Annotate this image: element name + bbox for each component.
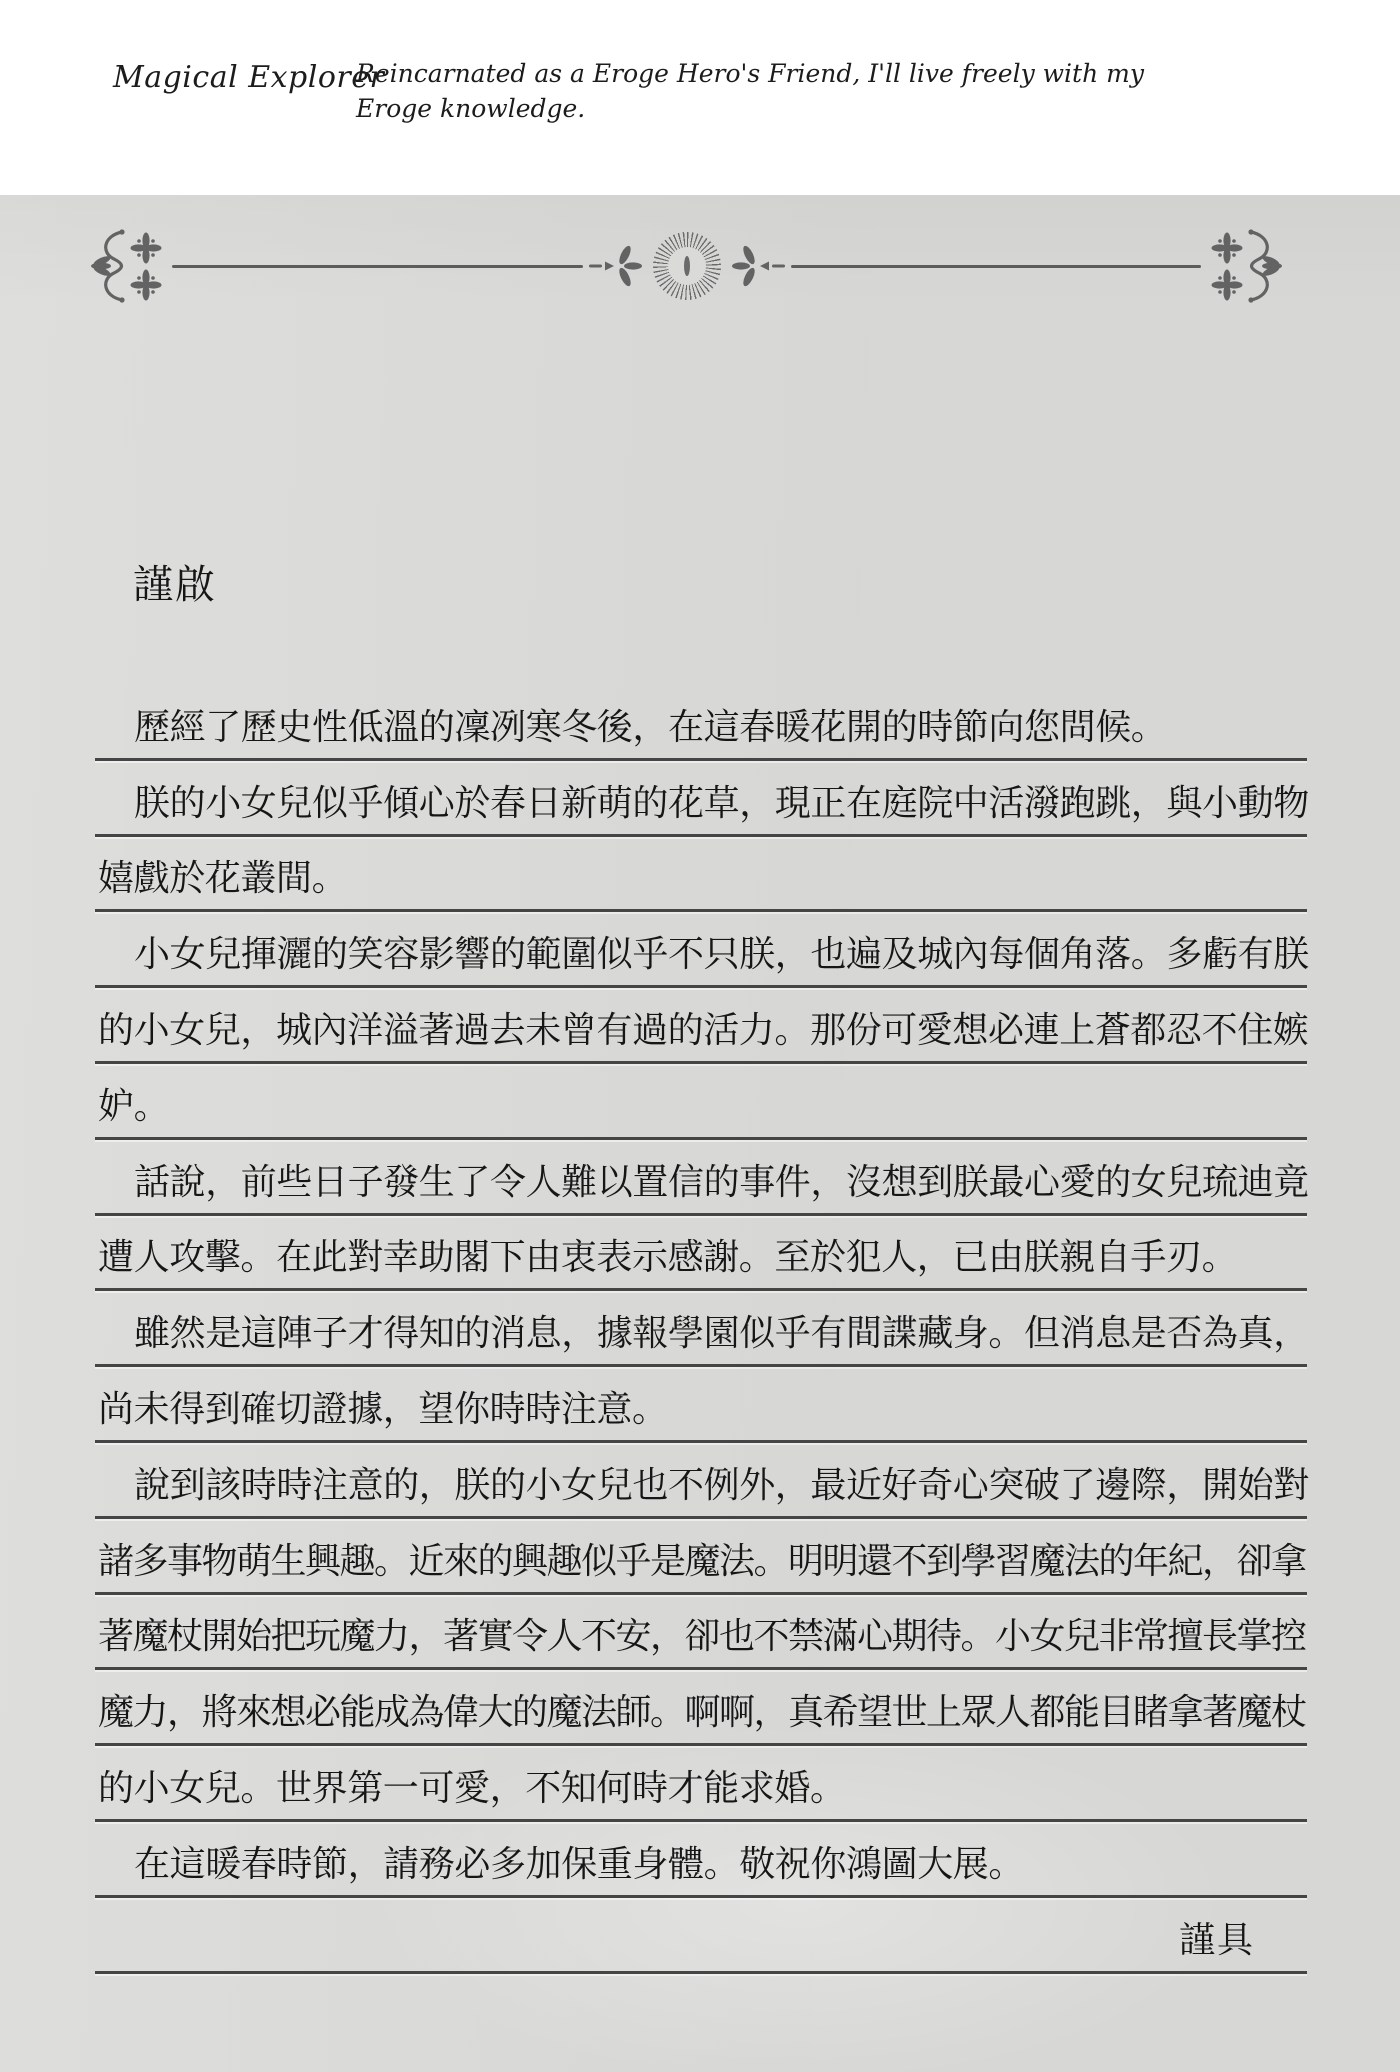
- book-subtitle-line2: Eroge knowledge.: [356, 94, 586, 123]
- letter-line: 朕的小女兒似乎傾心於春日新萌的花草，現正在庭院中活潑跑跳，與小動物: [95, 761, 1307, 837]
- series-title: Magical Explorer: [113, 60, 385, 95]
- letter-salutation: 謹啟: [133, 562, 217, 607]
- letter-line: 在這暖春時節，請務必多加保重身體。敬祝你鴻圖大展。: [95, 1822, 1307, 1898]
- corner-flourish-icon: [1207, 228, 1285, 304]
- divider-line: [172, 265, 583, 268]
- letter-line: 著魔杖開始把玩魔力，著實令人不安，卻也不禁滿心期待。小女兒非常擅長掌控: [95, 1595, 1307, 1671]
- fleur-arrow-icon: [731, 244, 785, 288]
- divider-line: [791, 265, 1202, 268]
- letter-line: 雖然是這陣子才得知的消息，據報學園似乎有間諜藏身。但消息是否為真，: [95, 1291, 1307, 1367]
- letter-line: 說到該時時注意的，朕的小女兒也不例外，最近好奇心突破了邊際，開始對: [95, 1443, 1307, 1519]
- letter-body: [95, 685, 1307, 1974]
- ornamental-divider: [88, 228, 1285, 304]
- letter-line: 話說，前些日子發生了令人難以置信的事件，沒想到朕最心愛的女兒琉迪竟: [95, 1140, 1307, 1216]
- letter-line: 魔力，將來想必能成為偉大的魔法師。啊啊，真希望世上眾人都能目睹拿著魔杖: [95, 1670, 1307, 1746]
- letter-line: 妒。: [95, 1064, 1307, 1140]
- letter-line: 的小女兒。世界第一可愛，不知何時才能求婚。: [95, 1746, 1307, 1822]
- letter-line: 的小女兒，城內洋溢著過去未曾有過的活力。那份可愛想必連上蒼都忍不住嫉: [95, 988, 1307, 1064]
- letter-line: 小女兒揮灑的笑容影響的範圍似乎不只朕，也遍及城內每個角落。多虧有朕: [95, 912, 1307, 988]
- letter-paper: [0, 195, 1400, 2072]
- corner-flourish-icon: [88, 228, 166, 304]
- letter-closing: 謹具: [95, 1898, 1307, 1974]
- letter-line: 嬉戲於花叢間。: [95, 837, 1307, 913]
- book-subtitle-line1: Reincarnated as a Eroge Hero's Friend, I'll live freely with my: [356, 59, 1144, 88]
- letter-line: 歷經了歷史性低溫的凜冽寒冬後，在這春暖花開的時節向您問候。: [95, 685, 1307, 761]
- book-page-header: [0, 0, 1400, 195]
- letter-line: 遭人攻擊。在此對幸助閣下由衷表示感謝。至於犯人，已由朕親自手刃。: [95, 1216, 1307, 1292]
- fleur-arrow-icon: [589, 244, 643, 288]
- letter-line: 諸多事物萌生興趣。近來的興趣似乎是魔法。明明還不到學習魔法的年紀，卻拿: [95, 1519, 1307, 1595]
- sunburst-icon: [653, 232, 721, 300]
- book-subtitle: [356, 56, 1144, 126]
- letter-line: 尚未得到確切證據，望你時時注意。: [95, 1367, 1307, 1443]
